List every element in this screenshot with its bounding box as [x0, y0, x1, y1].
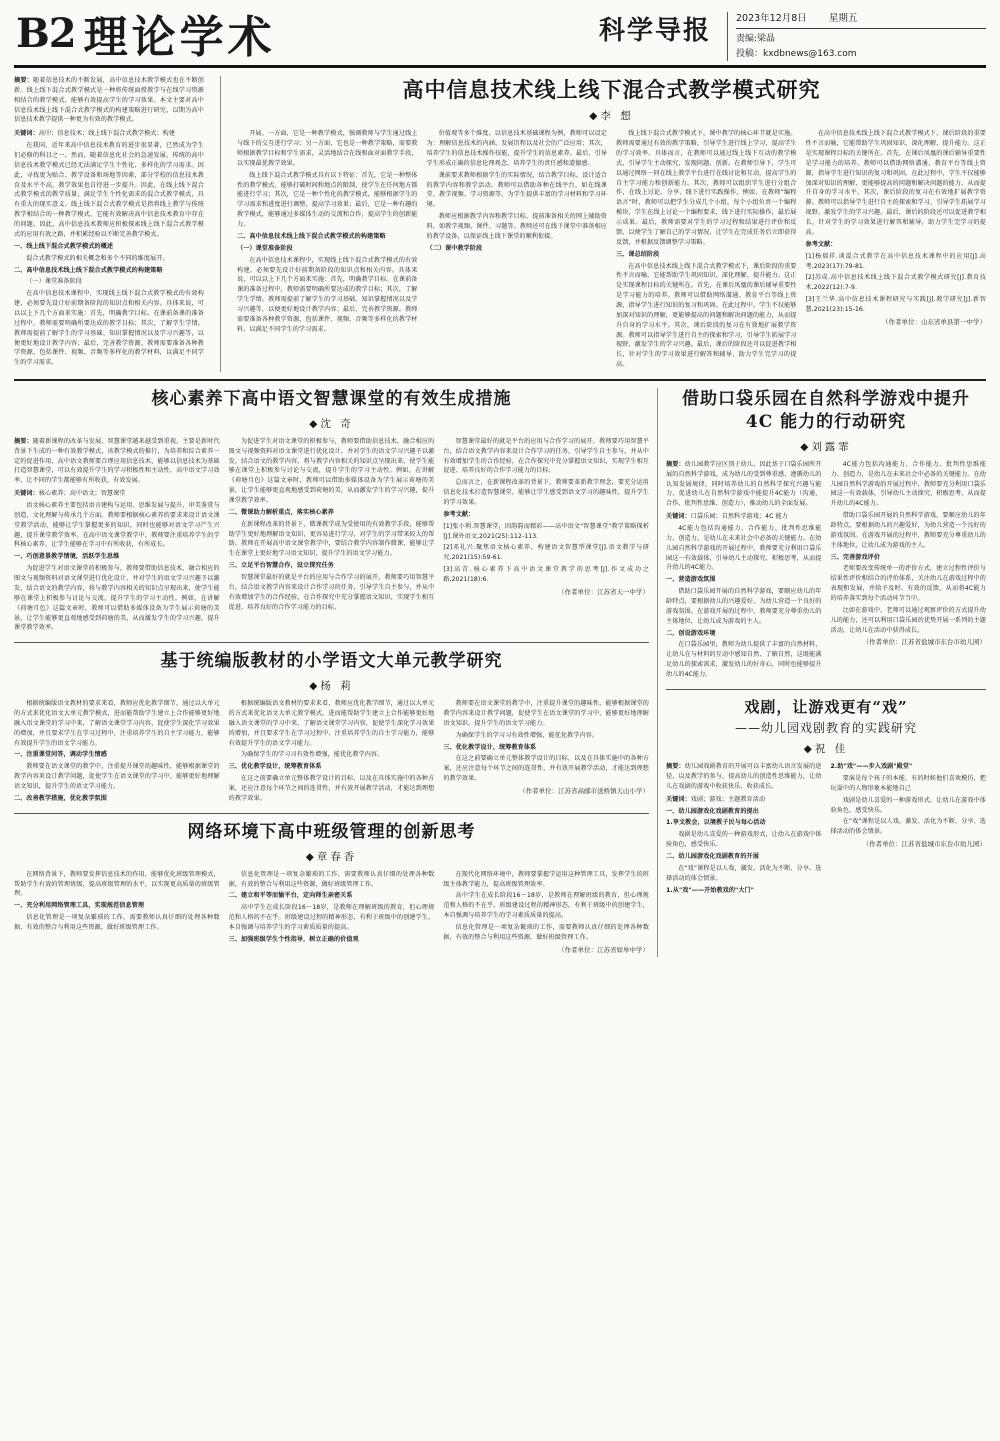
- article-6-publisher: （作者单位：江苏省盐城市东台市幼儿园）: [862, 840, 986, 849]
- article-4-publisher: （作者单位：江苏省高邮市送桥镇天山小学）: [519, 787, 650, 796]
- article-1-col-1: 开展。一方面，它是一种教学模式，强调教师与学生通过线上与线下的交互进行学习；另一方面，它也是一种教学策略，需要教师根据教学目标和学生需求，灵活地结合在线和面对面教学手段，以实现最优教学效果。 线上线下混合式教学模式具有以下特征：首先，它是一种整体性的教学模式，能够打破时间和地点的限制，使学生在任何地方都能进行学习；其次，它是一种个性化的教学模式，能够根据学生的学习需求和进度进行调整，提高学习效果；最后，它是一种有趣的教学模式，能够通过多媒体生动的交流和合作，提高学生的创新能力。 二、高中信息技术线上线下混合式教学模式的构建策略 （一）课堂准备阶段 在高中信息技术课程中，实现线上线下混合式教学模式的有效构建，必须要先设计好前期备阶段的知识点和相关内容。具体来说，可以以上下几个方面来实施：首先，明确教学目标。在课前备课的准备过程中，教师需要明确所要达成的教学目标；其次，了解学生学情。教师需提前了解学生的学习基础、知识掌握情况以及学习兴趣等，以便更好地设计教学内容；最后，完善教学资源。教师需要准备各种教学资源，包括课件、视频、音频等多样化的教学材料，以满足不同学生的学习需求。: [237, 130, 418, 333]
- article-5: [14, 821, 649, 957]
- article-6-subtitle: ——幼儿园戏剧教育的实践研究: [734, 721, 917, 736]
- article-5-col-2: 信息化管理是一项复杂繁琐的工作，需要教师认真仔细的处理各种数据，有效的整合与利用这些资源，做好班级管理工作。 二、建立和平等而愉平台，定向师生亲密关系 高中学生在成长阶段16～18岁，是教师在理解班级的教育，但心理规范和人格的不在乎。班级建设过程的精神形态，有利于班级中的创建学生，本自强调与培养学生的学习素质质量的提高。 三、加强班级学生个性指导，树立正确的价值观: [228, 870, 435, 943]
- article-5-byline: ◆ 章春香: [305, 850, 358, 863]
- article-2-col-3: 智慧课堂最好的就是平台的应用与合作学习的展开，教师要巧用智慧平台，结合语文教学内容来设计合作学习的任务，引导学生自主参与，并从中有效增加学生的合作经验，在合作探究中充分掌握语文知识，实现学生相互促进、培养良好的合作学习能力的目标。 总而言之，在新课程改革的背景下，教师要革新教学理念，要充分运用信息化技术打造智慧课堂，能够让学生感受到语文学习的趣味性，提升学生的学习效果。 参考文献： [1]张小利.智慧课堂，因韵韵而精彩——高中语文"智慧课堂"教学策略探析[J].课外语文,2021(25):112-113. [2]邓礼兴.聚焦语文核心素养，构建语文智慧型课堂[J].语文教学与研究,2021(15):59-61. [3]高青.核心素养下高中语文课堂教学的思考[J].作文成功之路,2021(18):6. （作者单位：江苏省天一中学）: [443, 437, 650, 596]
- article-6: [666, 697, 986, 898]
- brand-logo: 科学导报: [598, 16, 711, 46]
- article-3-title: 借助口袋乐园在自然科学游戏中提升 4C 能力的行动研究: [682, 388, 970, 432]
- article-2: [14, 388, 649, 635]
- article-4: [14, 650, 649, 806]
- article-6-byline: ◆ 祝 佳: [803, 743, 849, 756]
- article-1-col-2: 价值观等多个维度。以信息技术基础课程为例，教师可以设定为：理解信息技术的内涵、发展历程以及社会的广泛应用；其次，培养学生的信息技术操作技能，提升学生的信息素养。最后，引导学生形成正确的信息伦理观念，培养学生的责任感和道德感。 课前要求教师根据学生的实际情况，结合教学目标，设计适合的教学内容和教学活动。教师可以借助各种在线平台，如在线课堂、教学视频、学习资源等，为学生提供丰富的学习材料和学习环境。 教师应根据教学内容和教学目标，提前准备相关的网上辅助资料，如教学视频、课件、习题等。教师还可在线下课堂中准备相应的教学设备，以保证线上线下课堂的顺利衔接。 （二）课中教学阶段: [426, 130, 607, 252]
- article-3-publisher: （作者单位：江苏省盐城市东台市幼儿园）: [862, 638, 986, 647]
- article-3: [666, 388, 986, 682]
- article-4-title: 基于统编版教材的小学语文大单元教学研究: [160, 651, 503, 672]
- section-title: 理论学术: [83, 12, 276, 63]
- article-2-publisher: （作者单位：江苏省天一中学）: [558, 587, 650, 596]
- article-2-byline: ◆ 沈 奇: [309, 417, 354, 430]
- article-4-col-2: 根据统编版语文教材的要求来看，教师应优化教学细节，通过以大单元的方式来优化语文大单元教学模式，进而能帮助学生建立上合作能够更好地融入语文课堂的学习中来，了解语文课堂学习内容，促使学生深化学习效果的增加，并且要求学生在学习过程中，注重培养学生的自主学习能力，能够有效提升学生的语文学习能力。 为确保学生的学习习有效性增强，能优化教学内容。 三、优化教学设计，统筹教育体系 在这之前要确立单元整体教学设计的目标，以及在具体实施中的各种方案，还应注意每个环节之间的连贯性，并有效开展教学活动，才能达到理想的教学效果。: [228, 700, 435, 802]
- article-6-col-1: 摘要：幼儿园戏剧教育的开展可以丰富幼儿语言发展的途径，以及教学的参与，提高幼儿的创造性思维能力，让幼儿在戏剧的游戏中收获快乐、收获成长。 关键词：戏剧；游戏；主题教育活动 一、幼儿园游戏化戏剧教育的提出 1.享文教会，以境教子民与每心活动 戏剧是幼儿喜爱的一种游戏形式，让幼儿在游戏中体验角色，感受快乐。 二、幼儿园游戏化戏剧教育的开展 在“戏”课程是以人戏，激发、活化为不断、分享、选择活动的体会情景。 1.从"戏"——开始教戏的"大门": [666, 763, 822, 894]
- article-2-col-1: 摘要：随着新课程的改革与发展，智慧课堂越来越受到重视，主要是新时代背景下生成的一种有效教学模式，该教学模式的推行，为培养和综合素养一定的促进作用，高中语文教师要合理应用信息技术，能够以信息技术为基础打造智慧课堂，可以有效提升学生的学习积极性和主动性，高中语文学习效率，让不同的学生都能够有所收获，有效发展。 关键词：核心素养；高中语文；智慧课堂 语文核心素养主要包括语言建构与运用、思维发展与提升、审美鉴赏与创造、文化理解与传承几个方面。教师要根据核心素养的要求来设计语文课堂教学活动，能够让学生掌握更多的知识，同时也能够对语文学习产生兴趣，提升课堂教学效率。在高中语文课堂教学中，教师要注重培养学生的学科核心素养，让学生能够在学习中有所收获，有所成长。 一、巧创意景教学情境，活跃学生思维 为促进学生对语文课堂的积极参与，教师要借助信息技术，融合相应的图文与视频资料对语文课堂进行优化设计，并对学生的语文学习兴趣予以激发，结合语文的教学内容，将与教学内容相关的知识点呈现出来，使学生能够在课堂上积极参与讨论与交流，提升学生的学习主动性。例如，在讲解《荷塘月色》这篇文章时，教师可以借助多媒体设备为学生展示荷塘的美景，让学生能够更直观地感受到荷塘的美，从而激发学生的学习兴趣，提升课堂教学效率。: [14, 437, 220, 632]
- article-1-publisher: （作者单位：山东省单县第一中学）: [882, 317, 986, 326]
- article-1: [14, 68, 986, 372]
- page-number: B2: [16, 10, 76, 57]
- article-4-byline: ◆ 杨 莉: [309, 680, 354, 693]
- editor-text: 责编:梁晶: [736, 34, 776, 45]
- article-2-title: 核心素养下高中语文智慧课堂的有效生成措施: [151, 388, 512, 409]
- article-4-col-1: 根据统编版语文教材的要求来看，教师应优化教学细节，通过以大单元的方式来优化语文大单元教学模式，进而能帮助学生建立上合作能够更好地融入语文课堂的学习中来，了解语文课堂学习内容，促使学生深化学习效果的增加，并且要求学生在学习过程中，注重培养学生的自主学习能力，能够有效提升学生的语文学习能力。 一、注重课堂问答，调动学生情感 教师要在语文课堂的教学中，注重提升课堂的趣味性，能够根据课堂的教学内容来设计教学问题，促使学生在语文课堂的学习中，能够更好地理解语文知识，提升学生的语文学习能力。 二、改善教学措施，优化教学氛围: [14, 700, 220, 802]
- left-band: [14, 388, 649, 957]
- masthead-right: [593, 10, 986, 61]
- article-6-col-2: 2.助"戏"——步入戏剧"殿堂" 要演是每个孩子的本能，有的时候他们喜欢模仿，把玩耍中的人物形象本能地自己 戏剧是幼儿喜爱的一种游戏形式，让幼儿在游戏中体验角色，感受快乐。 在“戏”课程是以人戏，激发、活化为不断、分享、选择活动的体会情景。 （作者单位：江苏省盐城市东台市幼儿园）: [830, 763, 986, 849]
- right-band: [666, 388, 986, 957]
- article-3-byline: ◆ 刘露霏: [800, 440, 852, 453]
- article-1-abstract-col: [14, 76, 204, 372]
- article-5-publisher: （作者单位：江苏省如皋中学）: [558, 945, 650, 954]
- article-6-title: 戏剧，让游戏更有“戏”: [744, 697, 908, 716]
- article-1-title: 高中信息技术线上线下混合式教学模式研究: [402, 77, 821, 103]
- article-2-col-2: 为促进学生对语文课堂的积极参与，教师要借助信息技术，融合相应的图文与视频资料对语文课堂进行优化设计，并对学生的语文学习兴趣予以激发，结合语文的教学内容，将与教学内容相关的知识点呈现出来，使学生能够在课堂上积极参与讨论与交流，提升学生的学习主动性。例如，在讲解《荷塘月色》这篇文章时，教师可以借助多媒体设备为学生展示荷塘的美景，让学生能够更直观地感受到荷塘的美，从而激发学生的学习兴趣，提升课堂教学效率。 二、微课助力解析重点，落实核心素养 在新课程改革的背景下，微课教学成为受使用的有效教学手段，能够帮助学生更好地理解语文知识，更容易进行学习，对学生的学习带来较大的帮助。教师在开展高中语文课堂教学中，要结合教学内容制作微课，能够让学生在课堂上更好地学习语文知识，提升学生的语文学习能力。 三、立足平台智慧合作，设立探究任务 智慧课堂最好的就是平台的应用与合作学习的展开，教师要巧用智慧平台，结合语文教学内容来设计合作学习的任务，引导学生自主参与，并从中有效增加学生的合作经验，在合作探究中充分掌握语文知识，实现学生相互促进、培养良好的合作学习能力的目标。: [228, 437, 435, 611]
- weekday-text: 星期五: [828, 13, 858, 24]
- article-3-col-2: 4C能力包括沟通能力、合作能力、批判性思维能力、创造力，是幼儿在未来社会中必备的关键能力。在幼儿园自然科学游戏的开展过程中，教师要充分利用口袋乐园这一有效载体，引导幼儿主动探究、积极思考，从而提升幼儿的4C能力。 借助口袋乐园开展的自然科学游戏，要顺应幼儿的年龄特点，要根据幼儿的兴趣爱好，为幼儿营造一个良好的游戏氛围。在游戏开展的过程中，教师要充分尊重幼儿的主体地位，让幼儿成为游戏的主人。 三、完善游戏评价 老师要改变传统单一的评价方式，建立过程性评价与结果性评价相结合的评价体系，关注幼儿在游戏过程中的表现和发展，并给予及时、有效的反馈，从而将4C能力的培养落实到每个活动环节当中。 比如在游戏中，老师可以通过观察评价的方式提升幼儿的能力，还可以利用口袋乐园的优势开展一系列的主题活动，让幼儿在活动中获得成长。 （作者单位：江苏省盐城市东台市幼儿园）: [830, 460, 986, 647]
- keywords-label: 关键词：: [14, 130, 39, 138]
- masthead: [14, 10, 986, 68]
- article-3-col-1: 摘要：幼儿园教学应区别于幼儿，因此基于口袋乐园所开展的自然科学游戏，成为幼儿的受到尊重感、遵循幼儿的认知发展规律，同时培养幼儿的自然科学探究兴趣与能力，促进幼儿在自然科学游戏中能提升4C能力（沟通、合作、批判性思维、创造力），推动幼儿的全面发展。 关键词：口袋乐园；自然科学游戏；4C 能力 4C能力包括沟通能力、合作能力、批判性思维能力、创造力，是幼儿在未来社会中必备的关键能力。在幼儿园自然科学游戏的开展过程中，教师要充分利用口袋乐园这一有效载体，引导幼儿主动探究、积极思考，从而提升幼儿的4C能力。 一、营造游戏氛围 借助口袋乐园开展的自然科学游戏，要顺应幼儿的年龄特点，要根据幼儿的兴趣爱好，为幼儿营造一个良好的游戏氛围。在游戏开展的过程中，教师要充分尊重幼儿的主体地位，让幼儿成为游戏的主人。 二、创设游戏环境 在口袋乐园里，教师为幼儿提供了丰富的自然材料，让幼儿在与材料的互动中感知自然、了解自然，这既能满足幼儿的探索需求，激发幼儿的好奇心，同时也能够提升幼儿的4C能力。: [666, 460, 822, 679]
- date-text: 2023年12月8日: [736, 13, 807, 24]
- article-1-abstract: 摘要：随着信息技术的不断发展，高中信息技术教学模式也在不断创新。线上线下混合式教学模式是一种将传统面授教学与在线学习资源相结合的教学模式，能够有效提高学生的学习效果。本文主要对高中信息技术线上线下混合式教学模式的构建策略进行研究，以期为高中信息技术教学提供一种更为有效的教学模式。 关键词：高中；信息技术；线上线下混合式教学模式；构建 在我国，近年来高中信息技术教育的进步很显著，已然成为学生们必修的科目之一。然而，随着信息化社会的急速发展，传统的高中信息技术教学模式已经无法满足学生个性化、多样化的学习需求。因此，寻找更为贴合、教学设备和场地等因素，部分学校的信息技术教育及水平不高，教学效果也自待进一步提升。因此，在线上线下混合式教学模式的教学质量，满足学生个性化需求的混合式教学模式，具有重大的现实意义。线上线下混合式教学模式是指将线上教学与传统教学相结合的一种教学模式，它能有效解决高中信息技术教育中存在的问题。因此，高中信息技术教师应积极探索线上线下混合式教学模式的应用有效之路，并积累经验以不断完善教学模式。 一、线上线下混合式教学模式的概述 混合式教学模式的相关概念和多个不同的维度展开。 二、高中信息技术线上线下混合式教学模式的构建策略 （一）课堂准备阶段 在高中信息技术课程中，实现线上线下混合式教学模式的有效构建，必须要先设计好前期备阶段的知识点和相关内容。具体来说，可以以上下几个方面来实施：首先，明确教学目标。在课前备课的准备过程中，教师需要明确所要达成的教学目标；其次，了解学生学情。教师需提前了解学生的学习基础、知识掌握情况以及学习兴趣等，以便更好地设计教学内容；最后，完善教学资源。教师需要准备各种教学资源，包括课件、视频、音频等多样化的教学材料，以满足不同学生的学习需求。: [14, 77, 204, 367]
- submit-email: 投稿：kxdbnews@163.com: [736, 48, 857, 59]
- article-5-title: 网络环境下高中班级管理的创新思考: [187, 821, 476, 842]
- masthead-date-row: [736, 12, 986, 29]
- article-1-col-3: 线上线下混合式教学模式下，课中教学的核心环节就是实施。教师需要通过有效的教学策略，引导学生进行线上学习，提高学生的学习效率。具体而言，在教师可以通过线上线下互动的教学模式，引导学生主动探究、发现问题、创新。在教师引导下，学生可以通过网络一同在线上教学平台进行在线讨论和互动，提高学生的自主学习能力和创新能力。其次，教师可以组织学生进行分组合作，在线上讨论、分享、线下进行实践操作，例如，在教师“编程语言”时，教师可以把学生分成几个小组，每个小组负责一个编程模块，学生在线上讨论一个编程要求，线下进行实际操作，最后展示成果。最后，教师需要对学生的学习过程和结果进行评价和反馈，以便学生了解自己的学习情况，让学生在完成任务后立即获得反馈，并根据反馈调整学习策略。 三、课总结阶段 在高中信息技术线上线下混合式教学模式下，课后阶段的重要性不言而喻，它能帮助学生巩固知识、深化理解、提升能力。这正是实现课程目标的关键所在。首先，在课后凤凰的课后辅导重要性是学习能力的培养。教师可以借助网络溝通、教育平台等线上资源，指导学生进行知识的复习和巩固。在此过程中，学生不仅能够加深对知识的理解，更能够提高的问题和解决问题的能力，从而提升自身的学习水平。其次，课后阶段的复习在有效地扩展教学资源。教师可以指导学生进行自主的探索和学习，引导学生拓展学习视野，激发学生的学习兴趣。最后，课后的阶段还可以促进教学相长，针对学生的学习效果进行解答和辅导，助力学生完学习的提高。: [616, 130, 797, 369]
- article-4-col-3: 教师要在语文课堂的教学中，注重提升课堂的趣味性，能够根据课堂的教学内容来设计教学问题，促使学生在语文课堂的学习中，能够更好地理解语文知识，提升学生的语文学习能力。 为确保学生的学习习有效性增强，能优化教学内容。 三、优化教学设计，统筹教育体系 在这之前要确立单元整体教学设计的目标，以及在具体实施中的各种方案，还应注意每个环节之间的连贯性，并有效开展教学活动，才能达到理想的教学效果。 （作者单位：江苏省高邮市送桥镇天山小学）: [443, 700, 650, 796]
- article-5-col-3: 在现代化网络环境中，教师要掌握学运用这种管理工具，发挥学生的班级主体教学能力，提高班级管理效率。 高中学生在成长阶段16～18岁，是教师在理解班级的教育，但心理规范和人格的不在乎。班级建设过程的精神形态，有利于班级中的创建学生，本自强调与培养学生的学习素质质量的提高。 信息化管理是一项复杂繁琐的工作，需要教师认真仔细的处理各种数据，有效的整合与利用这些资源，做好班级管理工作。 （作者单位：江苏省如皋中学）: [443, 870, 650, 954]
- article-5-col-1: 在网络背景下，教师要发挥信息技术的作用，能够优化班级管理模式，帮助学生有效的管理班级，提高班级管理的水平，以实现更高质量的班级管理。 一、充分利用网络管理工具，实现规范信息管理 信息化管理是一项复杂繁琐的工作，需要教师认真仔细的处理各种数据，有效的整合与利用这些资源，做好班级管理工作。: [14, 870, 220, 931]
- abstract-label: 摘要：: [14, 77, 34, 85]
- article-1-col-4: 在高中信息技术线上线下混合式教学模式下，课后阶段的重要性不言而喻，它能帮助学生巩固知识、深化理解、提升能力。这正是实现课程目标的关键所在。首先，在课后凤凰的课后辅导重要性是学习能力的培养。教师可以借助网络溝通、教育平台等线上资源，指导学生进行知识的复习和巩固。在此过程中，学生不仅能够加深对知识的理解，更能够提高的问题和解决问题的能力，从而提升自身的学习水平。其次，课后阶段的复习在有效地扩展教学资源。教师可以指导学生进行自主的探索和学习，引导学生拓展学习视野，激发学生的学习兴趣。最后，课后的阶段还可以促进教学相长，针对学生的学习效果进行解答和辅导，助力学生完学习的提高。 参考文献： [1]杨瑞祥.谈混合式教学在高中信息技术课程中的应用[J].高考,2023(17):79-81. [2]苏成.高中信息技术线上线下混合式教学模式研究[J].教育技术,2022(12):7-9. [3]王兰华.高中信息技术课程研究与实践[J].教学研究[J].新智慧,2021(23):15-16. （作者单位：山东省单县第一中学）: [805, 130, 986, 326]
- article-1-byline: ◆ 李 想: [589, 110, 634, 123]
